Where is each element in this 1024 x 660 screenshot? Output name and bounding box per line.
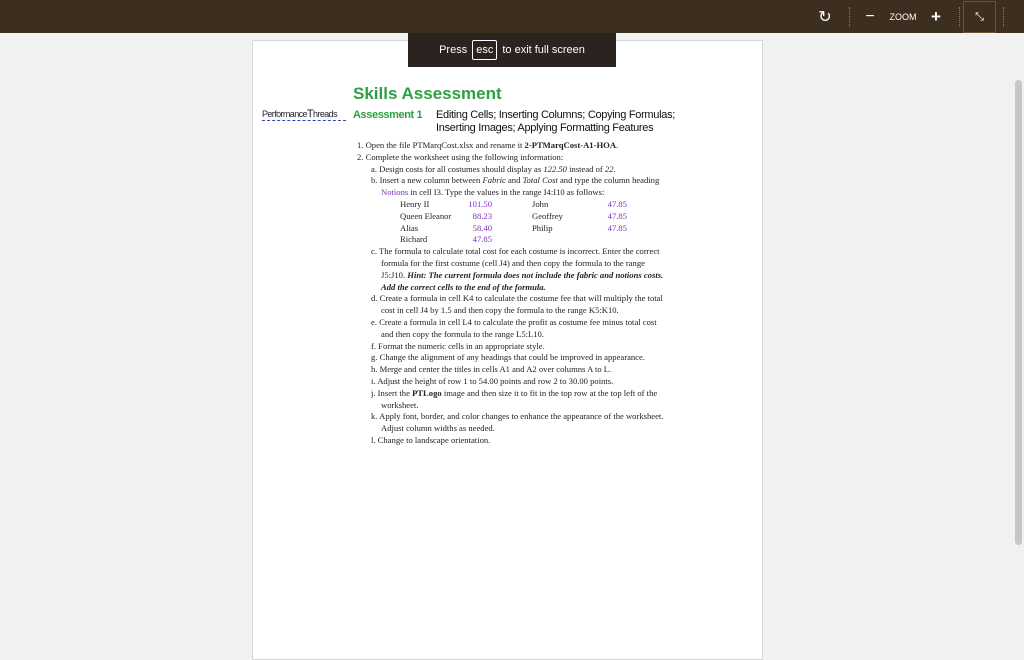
table-row: Alias 58.40 Philip 47.85 (400, 222, 627, 233)
zoom-out-button[interactable]: − (865, 7, 875, 25)
exit-fullscreen-button[interactable] (963, 1, 996, 33)
instructions (357, 140, 707, 447)
step-2j: j. Insert the PTLogo image and then size it to fit in the top row at the top left of the (371, 387, 658, 398)
esc-key: esc (472, 40, 497, 60)
step-2: 2. Complete the worksheet using the following information: (357, 151, 564, 162)
step-2d: d. Create a formula in cell K4 to calculate the costume fee that will multiply the total (371, 293, 663, 304)
step-2c-cont: J5:J10. Hint: The current formula does not include the fabric and notions costs. (381, 269, 664, 280)
step-2c-cont: formula for the first costume (cell J4) and then copy the formula to the range (381, 257, 645, 268)
zoom-label: ZOOM (889, 11, 917, 22)
collapse-icon: ⤡ (975, 10, 984, 23)
divider (959, 7, 960, 27)
step-2a: a. Design costs for all costumes should display as 122.50 instead of 22. (371, 163, 616, 174)
step-2d-cont: cost in cell J4 by 1.5 and then copy the formula to the range K5:K10. (381, 305, 619, 316)
performance-threads-logo: PerformanceThreads (262, 108, 346, 121)
zoom-in-button[interactable]: + (931, 6, 941, 26)
page-title: Skills Assessment (353, 84, 502, 103)
assessment-label: Assessment 1 (353, 109, 423, 121)
step-2l: l. Change to landscape orientation. (371, 434, 491, 445)
scrollbar[interactable] (1015, 80, 1022, 545)
step-2f: f. Format the numeric cells in an appropriate style. (371, 340, 545, 351)
tooltip-text: Press (439, 44, 468, 56)
step-2b-cont: Notions in cell I3. Type the values in the range I4:I10 as follows: (381, 187, 605, 198)
assessment-title-line: Editing Cells; Inserting Columns; Copying Formulas; (436, 109, 676, 121)
tooltip-text: to exit full screen (502, 44, 585, 56)
table-row: Henry II 101.50 John 47.85 (400, 198, 627, 209)
assessment-title (436, 109, 675, 135)
step-1: 1. Open the file PTMarqCost.xlsx and rename it 2-PTMarqCost-A1-HOA. (357, 140, 619, 150)
step-2j-cont: worksheet. (381, 399, 419, 410)
step-2h: h. Merge and center the titles in cells A1 and A2 over columns A to L. (371, 364, 612, 375)
step-2c-cont: Add the correct cells to the end of the formula. (381, 281, 546, 292)
divider (1003, 7, 1004, 27)
step-2k-cont: Adjust column widths as needed. (381, 423, 495, 434)
step-2i: i. Adjust the height of row 1 to 54.00 points and row 2 to 30.00 points. (371, 375, 614, 386)
step-2k: k. Apply font, border, and color changes to enhance the appearance of the worksheet. (371, 411, 664, 422)
divider (849, 7, 850, 27)
step-2e-cont: and then copy the formula to the range L5:L10. (381, 328, 544, 339)
step-2b: b. Insert a new column between Fabric and Total Cost and type the column heading (371, 175, 660, 186)
reload-icon[interactable]: ↻ (818, 8, 832, 26)
notions-table (400, 199, 627, 246)
viewer-toolbar (0, 0, 1024, 33)
table-row: Richard 47.85 (400, 234, 492, 245)
step-2c: c. The formula to calculate total cost for each costume is incorrect. Enter the correct (371, 246, 660, 257)
table-row: Queen Eleanor 88.23 Geoffrey 47.85 (400, 210, 627, 221)
step-2g: g. Change the alignment of any headings that could be improved in appearance. (371, 352, 645, 363)
assessment-title-line: Inserting Images; Applying Formatting Features (436, 122, 654, 134)
fullscreen-tooltip (408, 33, 616, 67)
step-2e: e. Create a formula in cell L4 to calculate the profit as costume fee minus total cost (371, 316, 657, 327)
